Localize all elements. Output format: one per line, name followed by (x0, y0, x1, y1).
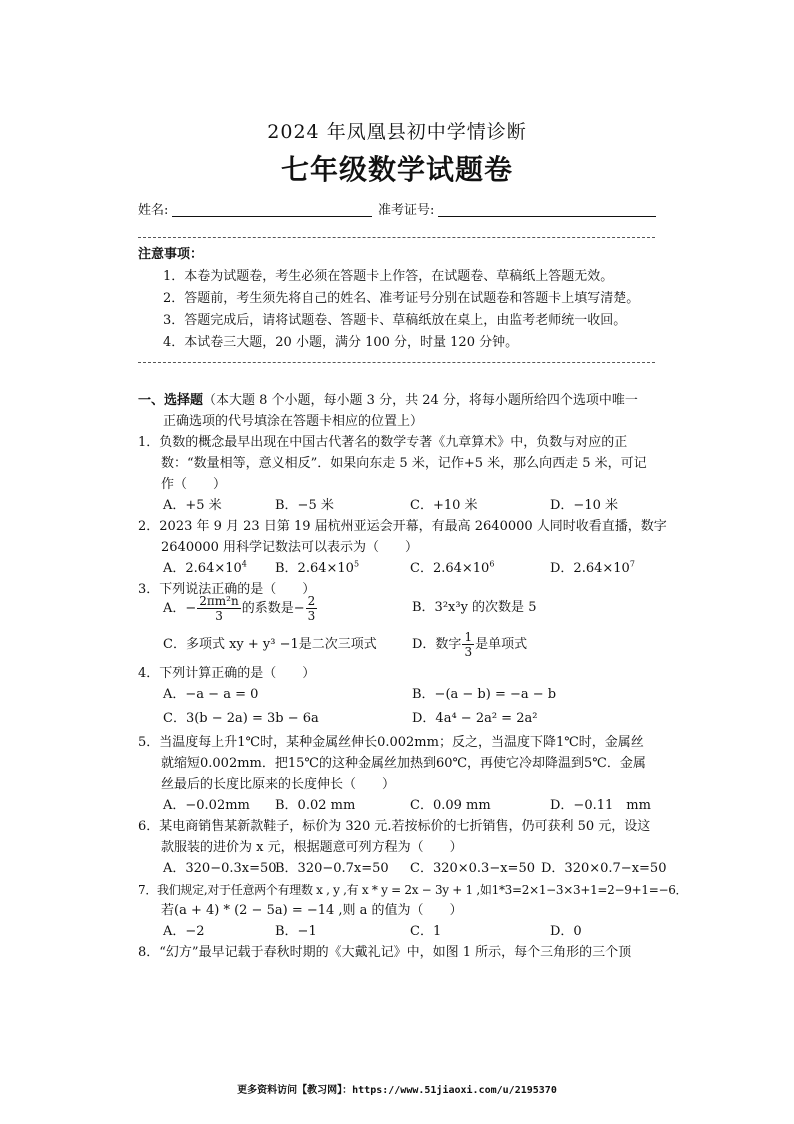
option-a: A．− $\frac{\text{2πm²n}}{3}$ 的系数是− $\frac{2}{3}$ (163, 594, 316, 623)
question-line: 丝最后的长度比原来的长度伸长（ ） (161, 777, 396, 792)
option-d: D．−10 米 (550, 498, 618, 513)
option-d: D．4a⁴ − 2a² = 2a² (412, 711, 538, 726)
question-line: 2．2023 年 9 月 23 日第 19 届杭州亚运会开幕，有最高 2640000 人同时收看直播，数字 (138, 519, 667, 534)
option-c: C．+10 米 (410, 498, 478, 513)
divider (138, 237, 655, 238)
option-b: B．−5 米 (275, 498, 334, 513)
option-a: A．$2.64\times 10^4$ (163, 559, 247, 576)
option-d: D．数字 $\frac{1}{3}$ 是单项式 (412, 630, 528, 659)
exam-title: 七年级数学试题卷 (280, 153, 513, 186)
question-line: 若(a + 4) * (2 − 5a) = −14 ,则 a 的值为（ ） (161, 903, 463, 918)
option-d: D．$2.64\times 10^7$ (550, 559, 635, 576)
option-c: C．320×0.3−x=50 (410, 861, 535, 876)
id-label: 准考证号: (378, 203, 435, 218)
question-line: 8．“幻方”最早记载于春秋时期的《大戴礼记》中，如图 1 所示，每个三角形的三个顶 (138, 945, 632, 960)
option-a: A．+5 米 (163, 498, 222, 513)
id-line (438, 216, 656, 217)
section-title: 一、选择题 (138, 393, 204, 408)
notice-heading: 注意事项： (138, 247, 204, 262)
question-line: 6．某电商销售某新款鞋子，标价为 320 元.若按标价的七折销售，仍可获利 50 元，设这 (138, 819, 651, 834)
notice-item: 1．本卷为试题卷，考生必须在答题卡上作答，在试题卷、草稿纸上答题无效。 (163, 269, 614, 284)
section-desc: （本大题 8 个小题，每小题 3 分，共 24 分，将每小题所给四个选项中唯一 (203, 393, 638, 408)
option-c: C．0.09 mm (410, 798, 491, 813)
option-d: D．0 (550, 924, 582, 939)
question-line: 3．下列说法正确的是（ ） (138, 582, 316, 597)
option-b: B．−1 (275, 924, 317, 939)
question-line: 款服装的进价为 x 元，根据题意可列方程为（ ） (161, 840, 463, 855)
name-line (172, 216, 372, 217)
option-b: B．3²x³y 的次数是 5 (412, 600, 537, 615)
option-b: B．320−0.7x=50 (275, 861, 389, 876)
option-c: C．1 (410, 924, 442, 939)
option-a: A．−2 (163, 924, 205, 939)
option-c: C．3(b − 2a) = 3b − 6a (163, 711, 319, 726)
question-line: 7．我们规定,对于任意两个有理数 x , y ,有 x * y = 2x − 3y + 1 ,如1*3=2×1−3×3+1=2−9+1=−6． (138, 883, 688, 897)
fraction: $\frac{\text{2πm²n}}{3}$ (199, 594, 239, 623)
name-label: 姓名: (138, 203, 169, 218)
divider (138, 362, 655, 363)
option-c: C．$2.64\times 10^6$ (410, 559, 495, 576)
question-line: 作（ ） (161, 477, 227, 492)
question-line: 5．当温度每上升1℃时，某种金属丝伸长0.002mm；反之，当温度下降1℃时，金属丝 (138, 735, 644, 750)
option-c: C．多项式 xy + y³ −1是二次三项式 (163, 637, 377, 652)
question-line: 就缩短0.002mm．把15℃的这种金属丝加热到60℃，再使它冷却降温到5℃．金属 (161, 756, 646, 771)
question-line: 4．下列计算正确的是（ ） (138, 666, 316, 681)
option-a: A．320−0.3x=50 (163, 861, 277, 876)
section-desc-cont: 正确选项的代号填涂在答题卡相应的位置上） (163, 414, 424, 429)
fraction: $\frac{1}{3}$ (464, 630, 473, 659)
notice-item: 4．本试卷三大题，20 小题，满分 100 分，时量 120 分钟。 (163, 335, 519, 350)
option-a: A．−a − a = 0 (163, 687, 259, 702)
question-line: 1．负数的概念最早出现在中国古代著名的数学专著《九章算术》中，负数与对应的正 (138, 435, 628, 450)
notice-item: 2．答题前，考生须先将自己的姓名、准考证号分别在试题卷和答题卡上填写清楚。 (163, 291, 640, 306)
fraction: $\frac{2}{3}$ (307, 594, 316, 623)
footer-link[interactable]: 更多资料访问【教习网】：https://www.51jiaoxi.com/u/2195370 (237, 1085, 557, 1096)
option-d: D．320×0.7−x=50 (541, 861, 667, 876)
question-line: 数：“数量相等，意义相反”．如果向东走 5 米，记作+5 米，那么向西走 5 米，可记 (161, 456, 647, 471)
option-b: B．−(a − b) = −a − b (412, 687, 557, 702)
option-a: A．−0.02mm (163, 798, 250, 813)
option-b: B．0.02 mm (275, 798, 356, 813)
exam-subtitle: 2024 年凤凰县初中学情诊断 (267, 121, 527, 143)
section-heading (138, 392, 638, 410)
notice-item: 3．答题完成后，请将试题卷、答题卡、草稿纸放在桌上，由监考老师统一收回。 (163, 313, 627, 328)
question-line: 2640000 用科学记数法可以表示为（ ） (161, 540, 419, 555)
option-b: B．$2.64\times 10^5$ (275, 559, 360, 576)
option-d: D．−0.11 mm (550, 798, 651, 813)
